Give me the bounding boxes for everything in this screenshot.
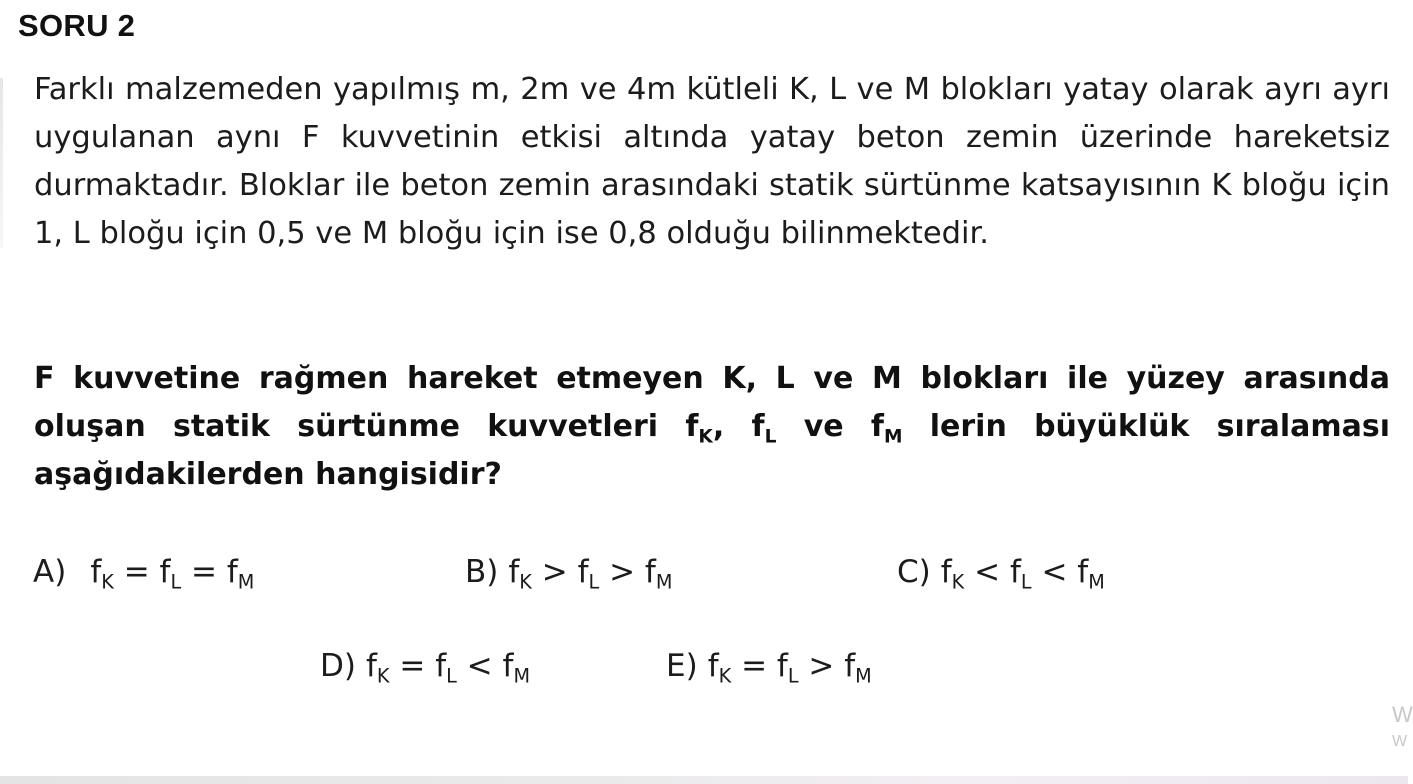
prompt-text-end: lerin büyüklük sıralaması aşağıdakilerden hangisidir? — [34, 409, 1390, 492]
option-expression: $f_K = f_L > f_M$ — [707, 648, 872, 688]
symbol-fl: $f_L$ — [751, 409, 777, 448]
option-letter: E) — [666, 648, 698, 684]
option-letter: A) — [33, 554, 67, 590]
option-d[interactable] — [320, 646, 530, 686]
left-edge-shadow — [0, 78, 3, 248]
option-a[interactable] — [33, 552, 254, 592]
prompt-text-start: F kuvvetine rağmen hareket etmeyen K, L ve M blokları ile yüzey arasında oluşan statik sürtünme kuvvetleri — [34, 361, 1390, 444]
option-expression: $f_K < f_L < f_M$ — [940, 554, 1105, 594]
option-expression: $f_K = f_L = f_M$ — [90, 554, 255, 594]
prompt-ve: ve — [776, 409, 871, 444]
option-expression: $f_K > f_L > f_M$ — [508, 554, 673, 594]
option-letter: B) — [465, 554, 499, 590]
option-letter: D) — [320, 648, 356, 684]
question-title: SORU 2 — [18, 8, 136, 43]
symbol-fm: $f_M$ — [870, 409, 903, 448]
watermark-line-1: W — [1392, 702, 1413, 727]
bottom-band — [0, 776, 1408, 784]
symbol-fk: $f_K$, — [685, 409, 725, 448]
watermark-line-2: W — [1392, 733, 1408, 750]
option-expression: $f_K = f_L < f_M$ — [365, 648, 531, 688]
question-prompt — [34, 355, 1390, 499]
question-stem: Farklı malzemeden yapılmış m, 2m ve 4m kütleli K, L ve M blokları yatay olarak ayrı ayrı uygulanan aynı F kuvvetinin etkisi altında yatay beton zemin üzerinde hareketsiz durmaktadır. Bloklar ile beton zemin arasındaki statik sürtünme katsayısının K bloğu için 1, L bloğu için 0,5 ve M bloğu için ise 0,8 olduğu bilinmektedir. — [34, 72, 1390, 251]
option-e[interactable] — [666, 646, 872, 686]
option-c[interactable] — [897, 552, 1105, 592]
option-letter: C) — [897, 554, 931, 590]
watermark — [1392, 700, 1413, 754]
option-b[interactable] — [465, 552, 672, 592]
